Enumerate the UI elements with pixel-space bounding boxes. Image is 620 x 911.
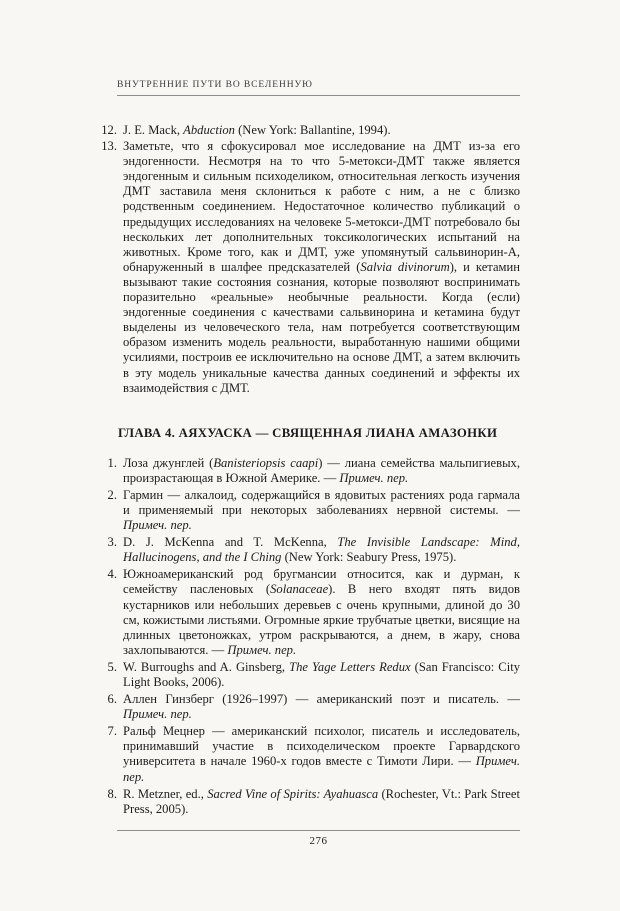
note-text: Лоза джунглей (Banisteriopsis caapi) — лиана семейства мальпигиевых, произрастающая в Южной Америке. — Примеч. пер. (123, 455, 520, 485)
note-text: J. E. Mack, Abduction (New York: Ballantine, 1994). (123, 123, 391, 137)
note-item (95, 567, 520, 658)
note-item (95, 488, 520, 533)
note-item (95, 123, 520, 138)
footer-divider (117, 830, 520, 831)
note-text: Ральф Мецнер — американский психолог, писатель и исследователь, принимавший участие в психоделическом проекте Гарвардского университета в начале 1960-х годов вместе с Тимоти Лири. — Примеч. пер. (123, 724, 520, 784)
note-item (95, 787, 520, 817)
note-number: 8. (107, 786, 117, 801)
endnotes-list-chapter-4 (95, 456, 520, 817)
note-item (95, 456, 520, 486)
running-header (117, 80, 520, 96)
page-footer (117, 830, 520, 847)
note-number: 3. (107, 535, 117, 550)
note-item (95, 535, 520, 565)
note-text: R. Metzner, ed., Sacred Vine of Spirits: Ayahuasca (Rochester, Vt.: Park Street Press, 2005). (123, 786, 520, 816)
note-number: 13. (101, 139, 117, 154)
note-text: W. Burroughs and A. Ginsberg, The Yage Letters Redux (San Francisco: City Light Books, 2006). (123, 659, 520, 689)
note-number: 4. (107, 567, 117, 582)
note-number: 5. (107, 659, 117, 674)
page-content (95, 123, 520, 819)
note-number: 1. (107, 455, 117, 470)
note-number: 7. (107, 724, 117, 739)
running-header-title: ВНУТРЕННИЕ ПУТИ ВО ВСЕЛЕННУЮ (117, 80, 313, 90)
note-number: 6. (107, 692, 117, 707)
header-divider (117, 95, 520, 96)
endnotes-list-previous-chapter (95, 123, 520, 396)
note-number: 2. (107, 487, 117, 502)
note-item (95, 139, 520, 396)
note-text: Гармин — алкалоид, содержащийся в ядовитых растениях рода гармала и применяемый при некоторых заболеваниях нервной системы. — Примеч. пер. (123, 487, 520, 533)
note-item (95, 660, 520, 690)
note-text: Заметьте, что я сфокусировал мое исследование на ДМТ из-за его эндогенности. Несмотря на то что 5-метокси-ДМТ также является эндогенным и сильным психоделиком, относительная легкость изучения ДМТ заставила меня склониться к работе с ним, а не с близко родственным соединением. Недостаточное количество публикаций о предыдущих исследованиях на человеке 5-метокси-ДМТ потребовало бы нескольких лет дополнительных токсикологических испытаний на животных. Кроме того, как и ДМТ, уже упомянутый сальвинорин-А, обнаруженный в шалфее предсказателей (Salvia divinorum), и кетамин вызывают такие состояния сознания, которые позволяют воспринимать поразительно «реальные» необычные реальности. Когда (если) эндогенные соединения с качествами сальвинорина и кетамина будут выделены из человеческого тела, нам потребуется соответствующим образом изменить модель реальности, выработанную нашими общими усилиями, построив ее исключительно на основе ДМТ, а затем включить в эту модель уникальные качества данных соединений и эффекты их взаимодействия с ДМТ. (123, 139, 520, 395)
note-text: D. J. McKenna and T. McKenna, The Invisible Landscape: Mind, Hallucinogens, and the I Ching (New York: Seabury Press, 1975). (123, 535, 520, 565)
note-number: 12. (101, 123, 117, 137)
note-item (95, 724, 520, 784)
note-text: Южноамериканский род бругмансии относится, как и дурман, к семейству пасленовых (Solanaceae). В него входят пять видов кустарников или небольших деревьев с очень крупными, длиной до 30 см, кожистыми листьями. Огромные яркие трубчатые цветки, висящие на длинных цветоножках, утром раскрываются, а днем, в жару, снова захлопываются. — Примеч. пер. (123, 567, 520, 657)
chapter-notes-heading: ГЛАВА 4. АЯХУАСКА — СВЯЩЕННАЯ ЛИАНА АМАЗОНКИ (118, 425, 498, 440)
note-item (95, 692, 520, 722)
page-number: 276 (309, 835, 328, 847)
note-text: Аллен Гинзберг (1926–1997) — американский поэт и писатель. — Примеч. пер. (123, 692, 520, 722)
